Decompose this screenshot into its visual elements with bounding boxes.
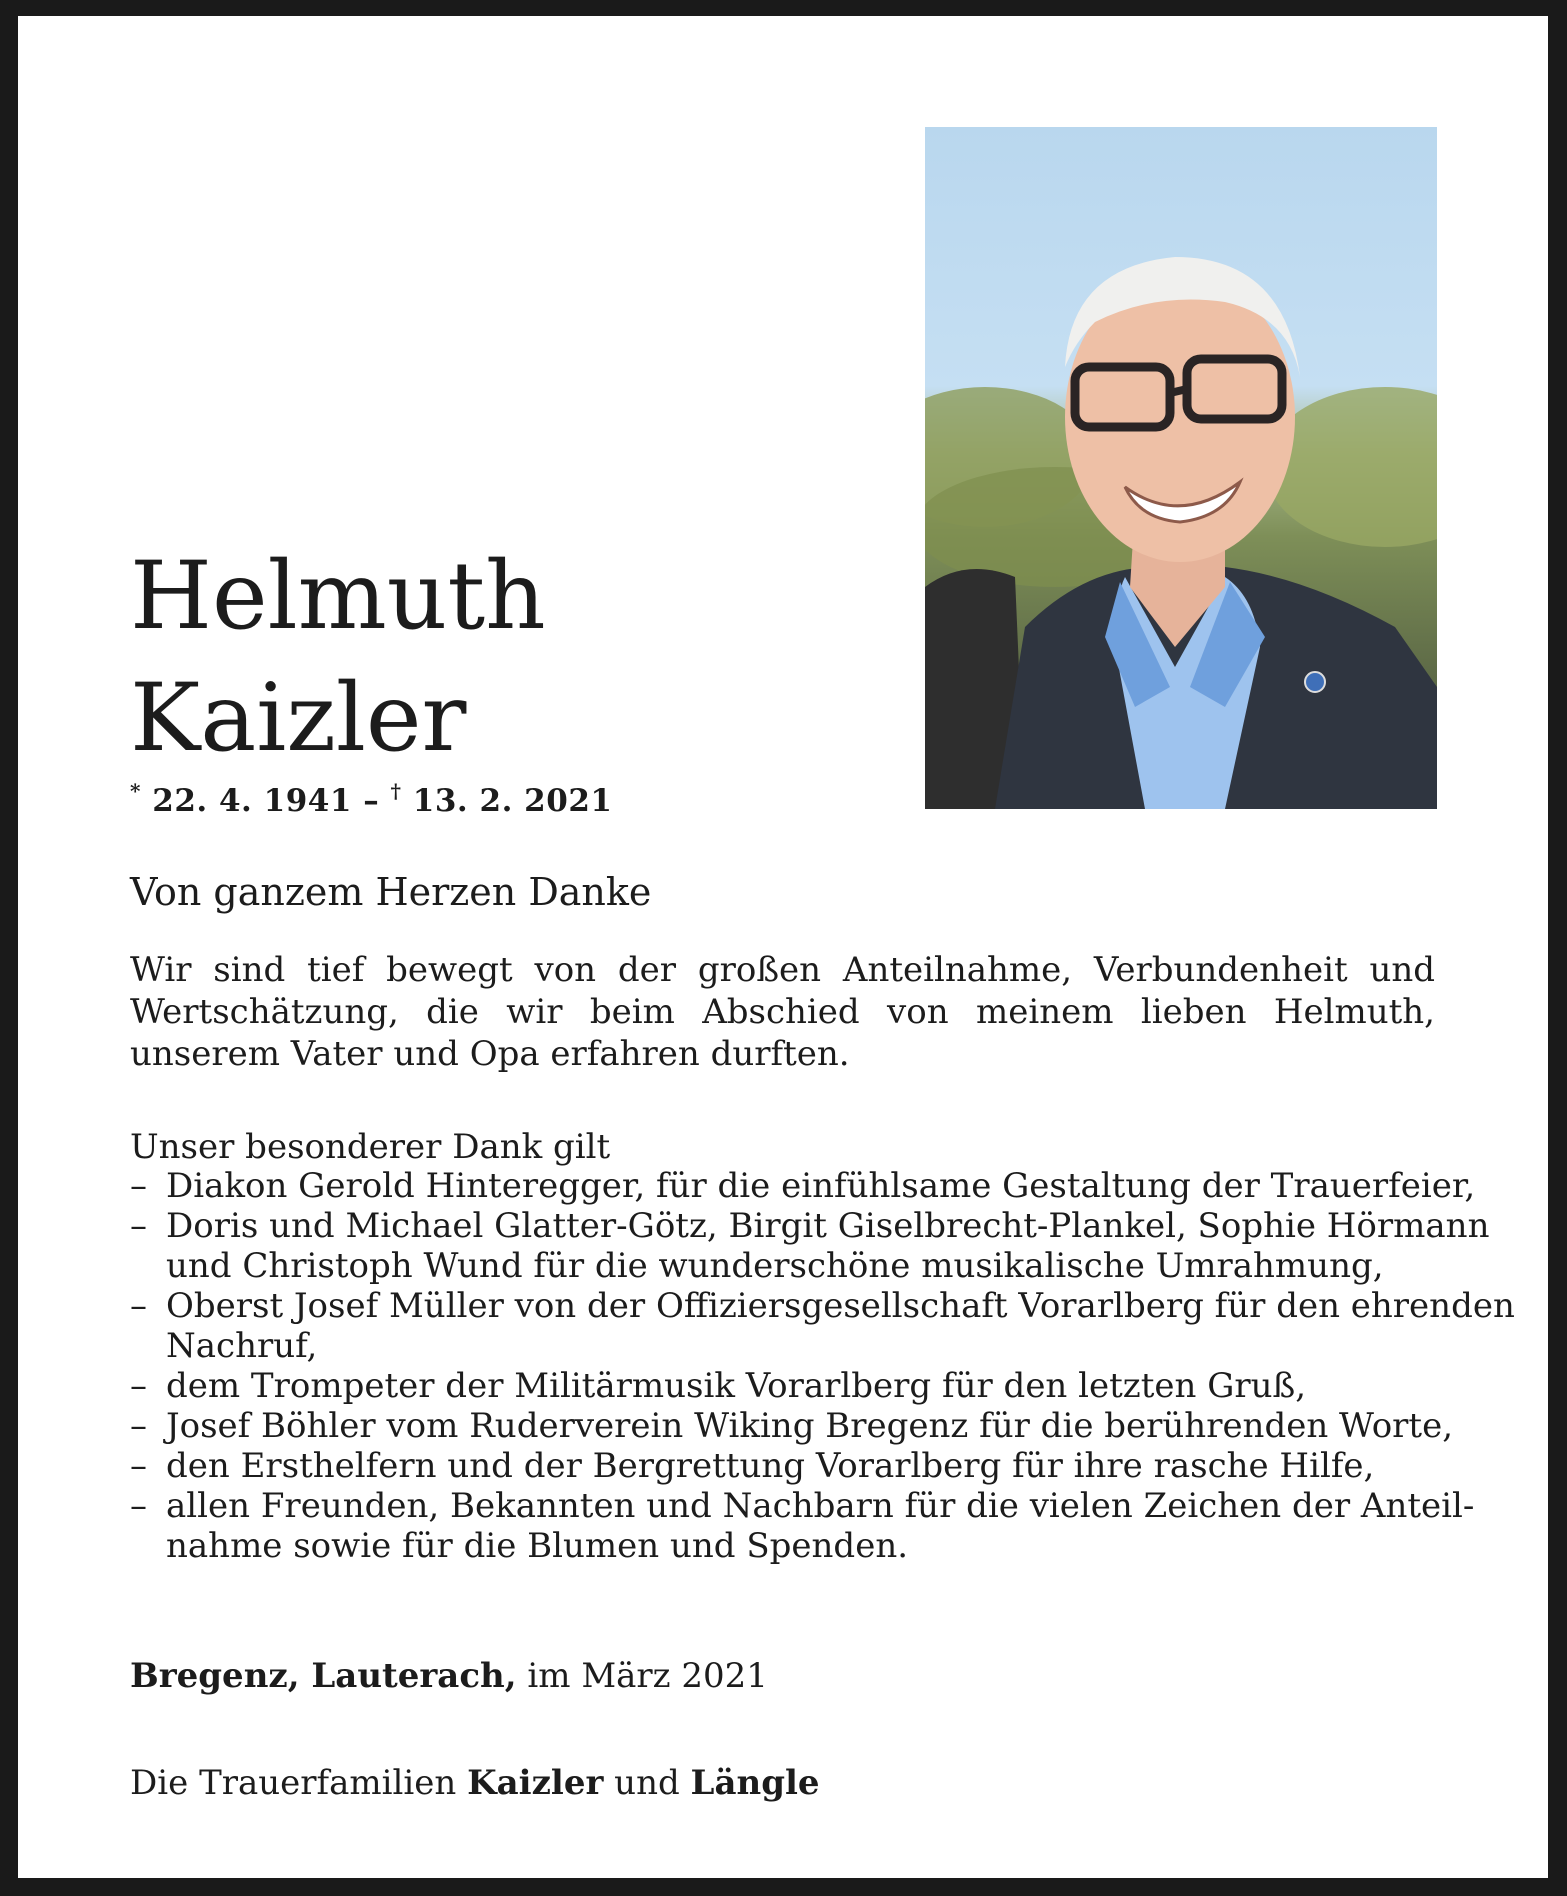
first-name: Helmuth xyxy=(130,542,546,651)
list-item xyxy=(130,1486,1475,1566)
date-text: im März 2021 xyxy=(527,1656,768,1696)
place-and-date xyxy=(130,1656,768,1696)
family-name-2: Längle xyxy=(690,1763,820,1803)
list-item-line: – Diakon Gerold Hinteregger, für die einfühlsame Gestaltung der Trauerfeier, xyxy=(166,1166,1476,1206)
deceased-name xyxy=(130,536,890,780)
place-names: Bregenz, Lauterach, xyxy=(130,1656,517,1696)
list-item xyxy=(130,1446,1440,1486)
list-item-line: und Christoph Wund für die wunderschöne musikalische Umrahmung, xyxy=(166,1246,1384,1286)
list-item-line: – Josef Böhler vom Ruderverein Wiking Bregenz für die berührenden Worte, xyxy=(166,1406,1454,1446)
birth-star-icon: * xyxy=(130,779,141,803)
family-signature xyxy=(130,1763,820,1803)
list-item-line: nahme sowie für die Blumen und Spenden. xyxy=(166,1526,909,1566)
list-item-line: – allen Freunden, Bekannten und Nachbarn für die vielen Zeichen der Anteil- xyxy=(166,1486,1475,1526)
birth-date: 22. 4. 1941 xyxy=(152,783,352,819)
date-dash: – xyxy=(363,783,380,819)
list-item xyxy=(130,1406,1454,1446)
list-item-line: – dem Trompeter der Militärmusik Vorarlberg für den letzten Gruß, xyxy=(166,1366,1307,1406)
list-item xyxy=(130,1286,1515,1366)
family-name-1: Kaizler xyxy=(467,1763,604,1803)
list-item xyxy=(130,1206,1490,1286)
portrait-photo-icon xyxy=(925,127,1437,809)
thanks-intro: Unser besonderer Dank gilt xyxy=(130,1127,611,1167)
family-joiner: und xyxy=(614,1763,680,1803)
family-prefix: Die Trauerfamilien xyxy=(130,1763,457,1803)
obituary-card xyxy=(18,16,1548,1878)
death-date: 13. 2. 2021 xyxy=(412,783,613,819)
list-item-line: – den Ersthelfern und der Bergrettung Vorarlberg für ihre rasche Hilfe, xyxy=(166,1446,1375,1486)
thanks-list xyxy=(130,1166,1515,1566)
list-item xyxy=(130,1366,1440,1406)
thanks-heading: Von ganzem Herzen Danke xyxy=(130,870,652,914)
list-item xyxy=(130,1166,1476,1206)
death-cross-icon: † xyxy=(390,779,402,803)
life-dates xyxy=(130,779,613,819)
last-name: Kaizler xyxy=(130,664,467,773)
list-item-line: – Oberst Josef Müller von der Offiziersgesellschaft Vorarlberg für den ehrenden xyxy=(166,1286,1515,1326)
list-item-line: Nachruf, xyxy=(166,1326,318,1366)
list-item-line: – Doris und Michael Glatter-Götz, Birgit Giselbrecht-Plankel, Sophie Hörmann xyxy=(166,1206,1490,1246)
thanks-paragraph: Wir sind tief bewegt von der großen Anteilnahme, Verbundenheit und Wertschätzung, die wir beim Abschied von meinem lieben Helmuth, unserem Vater und Opa erfahren durften. xyxy=(130,950,1435,1074)
